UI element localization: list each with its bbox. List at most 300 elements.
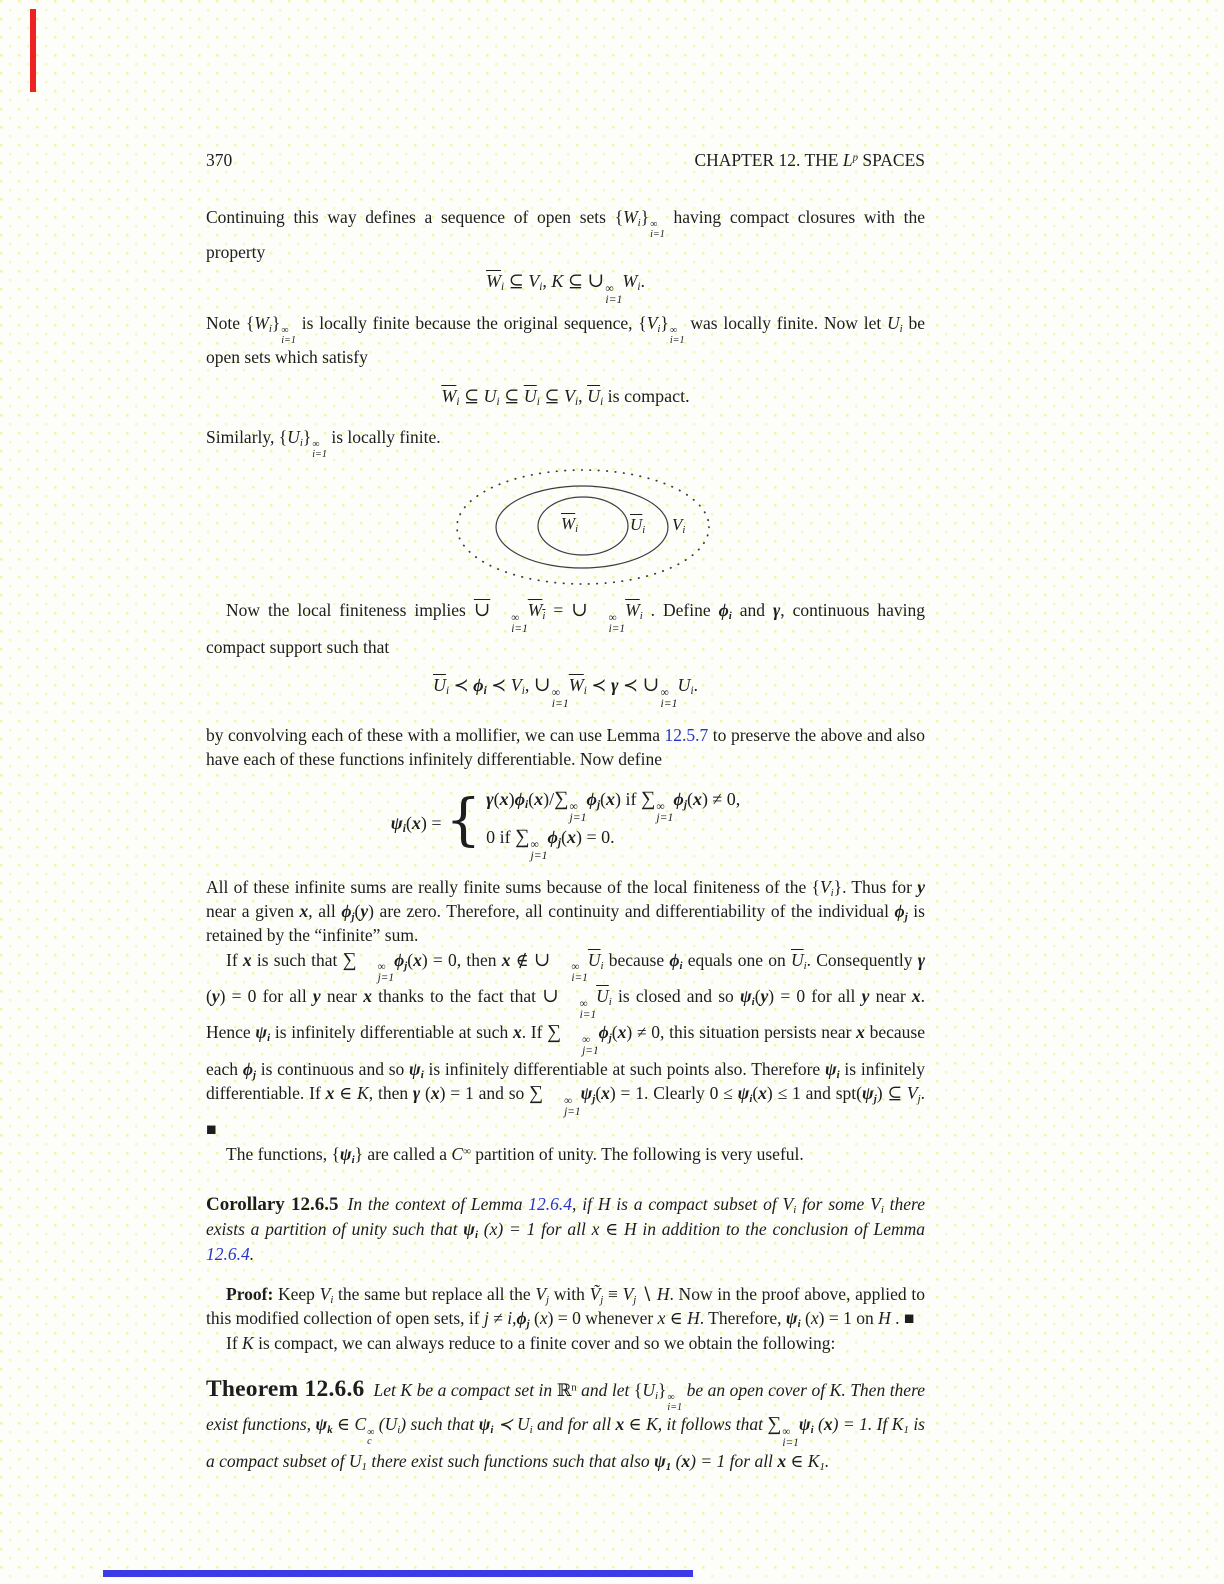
text-run: $\psi_j$: [580, 1083, 596, 1106]
nested-sets-diagram: [443, 464, 723, 590]
text-run: , then: [368, 1083, 413, 1104]
text-run: ∑ ∞ j=1: [529, 1083, 581, 1118]
paragraph-convolving: [206, 723, 925, 772]
text-run: (: [206, 986, 212, 1007]
text-run: $W_i$: [527, 600, 546, 623]
text-run: (: [420, 1083, 431, 1104]
text-run: is such that: [251, 949, 343, 970]
text-run: ) ≤ 1 and spt(: [766, 1083, 862, 1104]
text-run: y: [312, 986, 321, 1007]
text-run: ≺: [486, 674, 511, 695]
text-run: =: [545, 600, 572, 621]
text-run: x: [242, 949, 252, 970]
text-run: x: [615, 1414, 625, 1435]
text-run: , it follows that: [657, 1414, 768, 1435]
running-header: [206, 149, 925, 171]
text-run: H: [878, 1308, 891, 1329]
text-run: . Then there exist functions,: [206, 1379, 925, 1435]
text-run: The functions,: [226, 1143, 332, 1164]
text-run: $U_1$: [348, 1450, 367, 1473]
text-run: $\psi_i$: [739, 986, 755, 1009]
text-run: ) = 1 for all: [497, 1219, 592, 1240]
text-run: (: [752, 1083, 759, 1104]
text-run: $\phi_j$: [894, 901, 908, 924]
label-w-bar-i: [561, 514, 578, 534]
text-run: be a compact set in: [412, 1379, 557, 1400]
text-run: ∈: [599, 1219, 624, 1240]
text-run: {: [614, 207, 624, 227]
text-run: and let: [576, 1379, 634, 1400]
text-run: . Hence: [206, 986, 925, 1043]
text-run: .: [640, 270, 645, 291]
text-run: ∈: [786, 1450, 808, 1471]
text-run: ) = 1. Clearly 0 ≤: [609, 1083, 738, 1104]
text-run: γ: [412, 1083, 421, 1104]
text-run: $V_i$: [870, 1194, 884, 1217]
text-run: equals one on: [682, 949, 791, 970]
paragraph-if-x-such-that: [206, 948, 925, 1142]
text-run: is locally finite because the original sequence,: [295, 312, 639, 333]
text-run: ) = 1. If: [832, 1414, 892, 1435]
text-run: }: [660, 312, 669, 333]
text-run: y: [760, 986, 769, 1007]
text-run: having compact closures with the property: [206, 207, 925, 262]
text-run: Keep: [278, 1283, 320, 1304]
text-run: $K_1$: [807, 1450, 825, 1473]
text-run: $\phi_j$: [547, 826, 562, 849]
overline: $\overline{U}$: [587, 385, 601, 406]
text-run: 0 if: [486, 826, 516, 847]
text-run: y: [917, 876, 925, 897]
paragraph-infinite-sums: [206, 875, 925, 948]
stacked-scripts: ∞ i=1: [571, 961, 588, 985]
text-run: x: [591, 1219, 600, 1240]
text-run: ) = 1 for all: [690, 1450, 778, 1471]
text-run: (: [671, 1450, 682, 1471]
text-run: . If: [521, 1022, 548, 1043]
text-run: [649, 207, 665, 240]
text-run: x: [810, 1308, 819, 1329]
text-run: ∑ ∞ j=1: [547, 1022, 599, 1057]
text-run: x: [692, 788, 702, 809]
corollary-heading: Corollary 12.6.5: [206, 1194, 339, 1216]
text-run: [473, 600, 546, 635]
text-run: . Define: [642, 600, 719, 621]
text-run: {: [278, 426, 288, 447]
text-run: and: [731, 600, 773, 621]
text-run: x: [539, 1308, 548, 1329]
ref-link[interactable]: 12.6.4: [206, 1243, 250, 1264]
label-u-bar-i: [630, 515, 645, 535]
overline: $\overline{U}$: [432, 674, 446, 695]
text-run: is closed and so: [611, 986, 740, 1007]
text-run: be an open cover of: [682, 1379, 830, 1400]
ref-link[interactable]: 12.5.7: [664, 725, 709, 746]
text-run: K: [242, 1332, 254, 1353]
text-run: $V_i$: [672, 515, 686, 537]
text-run: If: [226, 1332, 243, 1353]
text-run: [311, 427, 327, 460]
overline: $\overline{W}$: [568, 674, 584, 695]
text-run: $\psi_i$: [463, 1219, 479, 1242]
text-run: $\psi_1$: [654, 1450, 672, 1473]
text-run: {: [811, 876, 820, 897]
text-run: Now the local finiteness implies: [226, 600, 474, 621]
cases-lhs: [391, 813, 442, 834]
text-run: Continuing this way defines a sequence of open sets: [206, 207, 615, 227]
text-run: $\phi_i$: [514, 788, 529, 811]
paragraph-note-locally-finite: [206, 311, 925, 370]
text-run: x: [501, 949, 511, 970]
stacked-scripts: ∞ i=1: [312, 439, 327, 460]
text-run: C∞: [451, 1143, 471, 1164]
cases-brace: {: [445, 788, 482, 854]
text-run: (: [813, 1414, 824, 1435]
text-run: ∈: [624, 1414, 647, 1435]
text-run: , continuous having compact support such that: [206, 600, 925, 657]
text-run: there exists a partition of unity such that: [206, 1194, 925, 1240]
text-run: $\overline{W}_i$: [486, 270, 505, 293]
scan-artifact-blue-bar: [103, 1570, 693, 1577]
text-run: K: [400, 1379, 413, 1400]
text-run: x: [499, 788, 509, 809]
text-run: x: [777, 1450, 787, 1471]
stacked-scripts: ∞ i=1: [650, 219, 665, 240]
text-run: x: [601, 1083, 610, 1104]
text-run: $V_i$: [646, 312, 661, 335]
text-run: ) = 1 and so: [439, 1083, 530, 1104]
text-run: (: [478, 1219, 490, 1240]
text-run: x: [413, 949, 422, 970]
text-run: x: [363, 986, 372, 1007]
stacked-scripts: ∞ i=1: [782, 1426, 799, 1449]
stacked-scripts: ∞ j=1: [582, 1034, 599, 1057]
cases-rows: [486, 786, 740, 861]
text-run: (: [754, 986, 761, 1007]
text-run: $\phi_i$: [718, 600, 732, 623]
text-run: {: [245, 312, 255, 333]
text-run: . Thus for: [842, 876, 918, 897]
text-run: y: [211, 986, 220, 1007]
text-run: $\psi_k$: [315, 1414, 333, 1437]
text-run: [666, 1380, 683, 1413]
paragraph-if-k-compact: [206, 1331, 925, 1355]
text-run: (: [405, 812, 412, 833]
text-run: $\overline{W}_i$: [625, 600, 643, 623]
text-run: (: [595, 1083, 602, 1104]
text-run: ∪ ∞ i=1: [642, 673, 678, 710]
text-run: ≡: [603, 1283, 623, 1304]
text-run: }: [271, 312, 281, 333]
paragraph-local-finiteness: [206, 598, 925, 659]
text-run: to preserve the above and also have each of these functions infinitely differentiable. Now define: [206, 725, 925, 770]
text-run: are called a: [363, 1143, 452, 1164]
text-run: γ: [486, 788, 494, 809]
text-run: $V_i$: [563, 385, 579, 408]
chapter-title: [694, 149, 925, 171]
text-run: }: [302, 426, 312, 447]
text-run: Note: [206, 312, 246, 333]
text-run: $\overline{U}_i$: [587, 385, 604, 408]
text-run: $\psi_i$: [255, 1022, 271, 1045]
text-run: x: [911, 986, 921, 1007]
text-run: (: [611, 1022, 618, 1043]
text-run: $V_i$: [319, 1283, 334, 1306]
text-run: near: [320, 986, 364, 1007]
text-run: Proof:: [226, 1283, 278, 1304]
overline: $\overline{U}$: [587, 949, 601, 970]
text-run: (: [600, 788, 607, 809]
text-run: }: [833, 876, 843, 897]
text-run: x: [617, 1022, 627, 1043]
text-run: ⊆: [539, 385, 564, 406]
text-run: )/: [543, 788, 555, 809]
text-run: with: [549, 1283, 590, 1304]
stacked-scripts: ∞ j=1: [656, 799, 674, 824]
text-run: ) are zero. Therefore, all continuity and differentiability of the individual: [368, 901, 895, 922]
text-run: H: [687, 1308, 700, 1329]
text-run: ) = 0 for all: [219, 986, 313, 1007]
stacked-scripts: ∞ i=1: [667, 1392, 683, 1413]
text-run: x: [299, 901, 309, 922]
text-run: by convolving each of these with a mollifier, we can use Lemma: [206, 725, 665, 746]
text-run: x: [856, 1022, 865, 1043]
text-run: ∑ ∞ i=1: [767, 1414, 799, 1449]
text-run: ): [508, 788, 515, 809]
text-run: $U_i$: [384, 1414, 401, 1437]
text-run: is continuous and so: [255, 1058, 410, 1079]
text-run: ≺: [586, 674, 611, 695]
text-run: j: [484, 1308, 489, 1329]
text-run: ≺: [618, 674, 643, 695]
text-run: γ: [610, 674, 619, 695]
text-run: x: [325, 1083, 335, 1104]
text-run: ) such that: [400, 1414, 479, 1435]
text-run: $\phi_i$: [473, 674, 487, 698]
text-run: (: [800, 1308, 811, 1329]
paragraph-similarly: [206, 425, 925, 460]
text-run: K: [551, 270, 564, 291]
text-run: ) ⊆: [876, 1083, 907, 1104]
text-run: because each: [206, 1022, 925, 1079]
text-run: {: [638, 312, 647, 333]
text-run: H: [597, 1194, 611, 1215]
text-run: ) = 0.: [576, 826, 615, 847]
text-run: near: [869, 986, 912, 1007]
text-run: . Now in the proof above, applied to this modified collection of open sets, if: [206, 1283, 925, 1329]
text-run: ∑ ∞ j=1: [554, 787, 587, 824]
text-run: [280, 313, 296, 346]
corollary-block: [206, 1192, 925, 1266]
text-run: ∈: [332, 1414, 355, 1435]
text-run: ) = 0, then: [421, 949, 502, 970]
text-run: K: [357, 1083, 369, 1104]
text-run: is a compact subset of: [610, 1194, 783, 1215]
display-formula-w-subset-v: [206, 268, 925, 305]
text-run: $\psi_i$: [478, 1414, 494, 1437]
text-run: If: [226, 949, 243, 970]
text-run: $\overline{U}_i$: [587, 949, 604, 972]
text-run: K: [646, 1414, 658, 1435]
text-run: thanks to the fact that: [371, 986, 543, 1007]
text-run: x: [606, 788, 616, 809]
overline: $\overline{U}$: [596, 986, 609, 1007]
text-run: ∖: [636, 1283, 657, 1304]
text-run: . ■: [890, 1308, 915, 1329]
text-run: partition of unity. The following is very useful.: [470, 1143, 804, 1164]
text-run: $\overline{W}_i$: [568, 674, 587, 698]
text-run: $U_i$: [642, 1379, 658, 1402]
text-run: Let: [373, 1379, 401, 1400]
text-run: is infinitely differentiable. If: [206, 1058, 925, 1104]
text-run: $L^p$: [842, 150, 859, 170]
text-run: $\phi_j$: [341, 901, 355, 924]
stacked-scripts: ∞ i=1: [669, 325, 685, 346]
text-run: $V_j$: [906, 1083, 921, 1106]
text-run: $W_i$: [623, 207, 641, 230]
text-run: $V_i$: [782, 1194, 797, 1217]
text-run: x: [534, 788, 544, 809]
overline: $\overline{W}$: [486, 270, 502, 291]
text-run: in addition to the conclusion of Lemma: [636, 1219, 925, 1240]
text-run: ⊆: [504, 270, 529, 291]
text-run: ∪ ∞ i=1: [571, 600, 626, 635]
text-run: x: [489, 1219, 498, 1240]
text-run: .: [249, 1243, 255, 1264]
text-run: $W_i$: [254, 312, 272, 335]
text-run: for some: [796, 1194, 871, 1215]
inner-ellipse-wi: [538, 497, 628, 555]
text-run: was locally finite. Now let: [684, 312, 887, 333]
stacked-scripts: ∞ j=1: [530, 837, 548, 862]
text-run: $\psi_i$: [785, 1308, 801, 1331]
cases-row-2: [486, 824, 740, 861]
text-run: is retained by the “infinite” sum.: [206, 901, 925, 946]
text-run: $\overline{U}_i$: [432, 674, 450, 698]
text-run: $\psi_i$: [824, 1058, 840, 1081]
display-formula-chain-compact: [206, 383, 925, 409]
text-run: ,: [524, 674, 534, 695]
theorem-block: [206, 1377, 925, 1473]
text-run: $V_i$: [528, 270, 543, 293]
text-run: $\phi_j$: [673, 788, 687, 811]
text-run: x: [681, 1450, 691, 1471]
text-run: $\overline{U}_i$: [596, 986, 612, 1009]
text-run: $\phi_j$: [394, 949, 408, 972]
text-run: {: [331, 1143, 340, 1164]
text-run: SPACES: [858, 150, 925, 170]
text-run: Ṽ$_j$: [589, 1283, 604, 1306]
text-run: ≺: [449, 674, 474, 695]
text-run: be open sets which satisfy: [206, 312, 925, 368]
stacked-scripts: ∞ j=1: [564, 1094, 581, 1118]
text-run: ≠: [488, 1308, 508, 1329]
stacked-scripts: ∞ j=1: [569, 799, 587, 824]
stacked-scripts: ∞ j=1: [377, 961, 395, 985]
text-run: ∪ ∞ i=1: [542, 986, 597, 1021]
stacked-scripts: ∞ i=1: [608, 612, 626, 635]
stacked-scripts: ∞ i=1: [579, 997, 597, 1021]
text-run: ) =: [420, 812, 442, 833]
text-run: is compact, we can always reduce to a finite cover and so we obtain the following:: [253, 1332, 836, 1353]
overline: $\overline{W}$: [441, 385, 457, 406]
text-run: ∑ ∞ j=1: [342, 949, 395, 985]
text-run: (: [493, 788, 500, 809]
text-run: ⊆: [563, 270, 588, 291]
text-run: ) = 0 for all: [768, 986, 862, 1007]
text-run: ∑ ∞ j=1: [641, 787, 674, 824]
ref-link[interactable]: 12.6.4: [528, 1194, 573, 1215]
text-run: (: [407, 949, 414, 970]
text-run: and for all: [532, 1414, 616, 1435]
overline: $\overline{U}$: [790, 949, 804, 970]
overline: $\overline{U}$: [630, 515, 643, 535]
stacked-scripts: ∞ i=1: [281, 325, 296, 346]
text-run: ≺: [493, 1414, 517, 1435]
text-run: }: [354, 1143, 363, 1164]
text-run: In the context of Lemma: [347, 1194, 529, 1215]
text-run: (: [354, 901, 361, 922]
text-run: x: [823, 1414, 833, 1435]
text-run: . ■: [206, 1083, 925, 1140]
text-run: x: [512, 1022, 522, 1043]
text-run: ,: [512, 1308, 517, 1329]
text-run: $\psi_i$: [409, 1058, 424, 1081]
text-run: ,: [542, 270, 552, 291]
display-formula-psi-cases: [206, 786, 925, 861]
text-run: $V_j$: [535, 1283, 550, 1306]
text-run: x: [430, 1083, 440, 1104]
text-run: {: [633, 1379, 643, 1400]
text-run: $U_i$: [887, 312, 903, 335]
text-run: K: [829, 1379, 842, 1400]
text-run: ) = 0 whenever: [547, 1308, 658, 1329]
overline: [473, 600, 546, 635]
text-run: $\overline{U}_i$: [523, 385, 540, 408]
text-run: (: [374, 1414, 385, 1435]
text-run: is compact.: [603, 385, 690, 406]
text-run: $W_i$: [622, 270, 641, 293]
text-run: (: [561, 826, 568, 847]
text-run: ∪ ∞ i=1: [473, 600, 528, 635]
stacked-scripts: ∞ i=1: [605, 281, 623, 306]
text-run: $\psi_i$: [339, 1143, 355, 1166]
cases-row-1: [486, 786, 740, 823]
text-run: ) ≠ 0, this situation persists near: [626, 1022, 857, 1043]
paragraph-continuing: [206, 205, 925, 264]
text-run: $U_i$: [677, 674, 694, 698]
text-run: $\phi_j$: [598, 1022, 612, 1045]
text-run: }: [640, 207, 650, 227]
overline: $\overline{W}$: [561, 514, 576, 534]
text-run: ) = 1 on: [818, 1308, 879, 1329]
text-run: H: [656, 1283, 670, 1304]
text-run: . Consequently: [806, 949, 918, 970]
stacked-scripts: ∞ i=1: [660, 685, 678, 710]
text-run: $\phi_j$: [516, 1308, 530, 1331]
text-run: y: [861, 986, 870, 1007]
text-run: $\overline{W}_i$: [561, 514, 579, 536]
text-run: ,: [578, 385, 588, 406]
page-number: 370: [206, 150, 233, 170]
text-run: $\psi_i$: [390, 812, 406, 835]
text-run: γ: [772, 600, 781, 621]
text-run: $\overline{W}_i$: [441, 385, 460, 408]
text-run: H: [623, 1219, 637, 1240]
text-run: i: [507, 1308, 513, 1329]
text-run: $U_i$: [483, 385, 500, 408]
text-run: is a compact subset of: [206, 1414, 925, 1471]
